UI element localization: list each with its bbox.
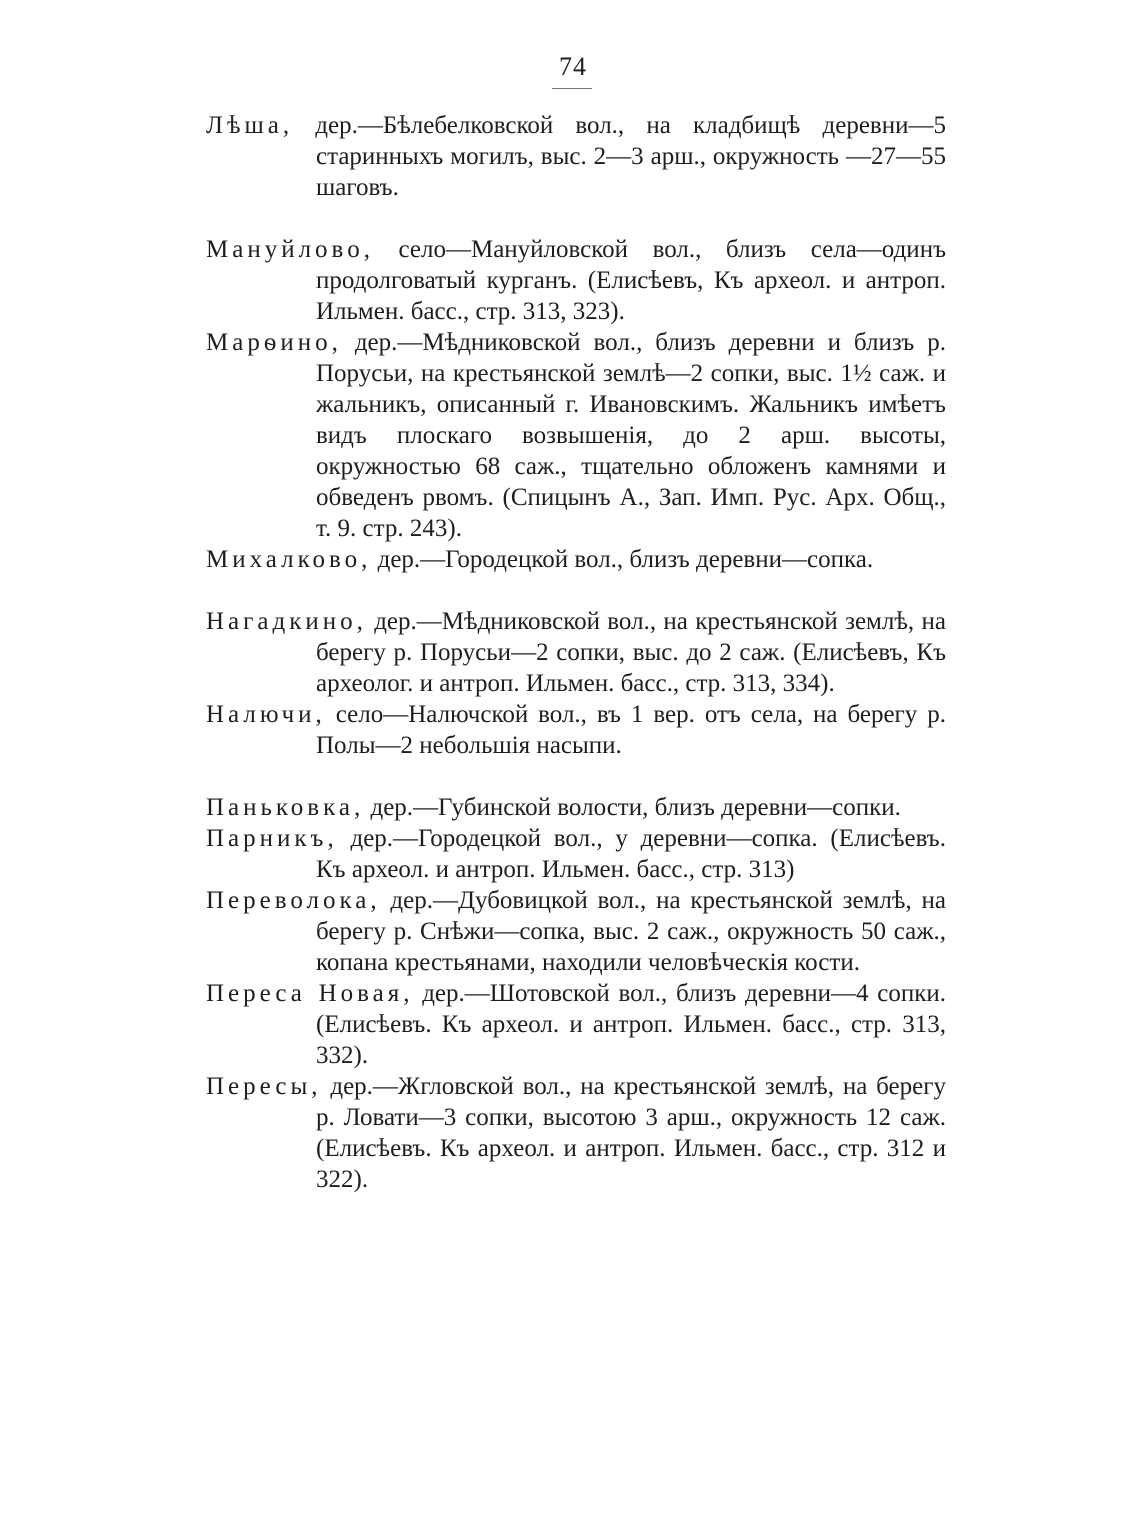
entry-text: дер.—Мѣдниковской вол., близъ деревни и близъ р. Порусьи, на крестьянской землѣ—2 сопки, выс. 1½ саж. и жальникъ, описанный г. Ивановскимъ. Жальникъ имѣетъ видъ плоскаго возвышенія, до 2 арш. высоты, окружностью 68 саж., тщательно обложенъ камнями и обведенъ рвомъ. (Спицынъ А., Зап. Имп. Рус. Арх. Общ., т. 9. стр. 243). xyxy=(316,329,946,542)
entry-text: дер.—Городецкой вол., у деревни—сопка. (Елисѣевъ. Къ археол. и антроп. Ильмен. басс., стр. 313) xyxy=(316,825,946,883)
page-number-rule xyxy=(552,88,592,89)
gazetteer-entries xyxy=(206,110,946,1195)
entry-text: дер.—Губинской волости, близъ деревни—сопки. xyxy=(364,794,901,821)
entry-text: дер.—Жгловской вол., на крестьянской землѣ, на берегу р. Ловати—3 сопки, высотою 3 арш., окружность 12 саж. (Елисѣевъ. Къ археол. и антроп. Ильмен. басс., стр. 312 и 322). xyxy=(316,1073,946,1193)
entry-marfino xyxy=(206,327,946,544)
entry-naluchi xyxy=(206,699,946,761)
entry-parnik xyxy=(206,823,946,885)
entry-manuylovo xyxy=(206,234,946,327)
entry-text: дер.—Мѣдниковской вол., на крестьянской землѣ, на берегу р. Порусьи—2 сопки, выс. до 2 саж. (Елисѣевъ, Къ археолог. и антроп. Ильмен. басс., стр. 313, 334). xyxy=(316,608,946,697)
entry-text: село—Налючской вол., въ 1 вер. отъ села, на берегу р. Полы—2 небольшія насыпи. xyxy=(316,701,946,759)
entry-peresy xyxy=(206,1071,946,1195)
entry-headword: Нагадкино, xyxy=(206,608,367,635)
entry-headword: Переса Новая, xyxy=(206,980,414,1007)
entry-lesha xyxy=(206,110,946,203)
entry-text: дер.—Бѣлебелковской вол., на кладбищѣ деревни—5 старинныхъ могилъ, выс. 2—3 арш., окружность —27—55 шаговъ. xyxy=(293,112,946,201)
entry-headword: Марѳино, xyxy=(206,329,342,356)
entry-headword: Налючи, xyxy=(206,701,326,728)
entry-headword: Переволока, xyxy=(206,887,381,914)
entry-peresa-novaya xyxy=(206,978,946,1071)
entry-perevoloka xyxy=(206,885,946,978)
entry-pankovka xyxy=(206,792,946,823)
entry-headword: Мануйлово, xyxy=(206,236,374,263)
entry-headword: Пересы, xyxy=(206,1073,322,1100)
entry-headword: Паньковка, xyxy=(206,794,365,821)
entry-text: дер.—Шотовской вол., близъ деревни—4 сопки. (Елисѣевъ. Къ археол. и антроп. Ильмен. басс., стр. 313, 332). xyxy=(316,980,946,1069)
entry-text: дер.—Дубовицкой вол., на крестьянской землѣ, на берегу р. Снѣжи—сопка, выс. 2 саж., окружность 50 саж., копана крестьянами, находили человѣческія кости. xyxy=(316,887,946,976)
entry-text: село—Мануйловской вол., близъ села—одинъ продолговатый курганъ. (Елисѣевъ, Къ археол. и антроп. Ильмен. басс., стр. 313, 323). xyxy=(316,236,946,325)
entry-nagadkino xyxy=(206,606,946,699)
entry-headword: Парникъ, xyxy=(206,825,338,852)
entry-headword: Лѣша, xyxy=(206,112,294,139)
entry-headword: Михалково, xyxy=(206,546,372,573)
entry-mikhalkovo xyxy=(206,544,946,575)
page-number: 74 xyxy=(559,52,587,81)
entry-text: дер.—Городецкой вол., близъ деревни—сопка. xyxy=(371,546,874,573)
